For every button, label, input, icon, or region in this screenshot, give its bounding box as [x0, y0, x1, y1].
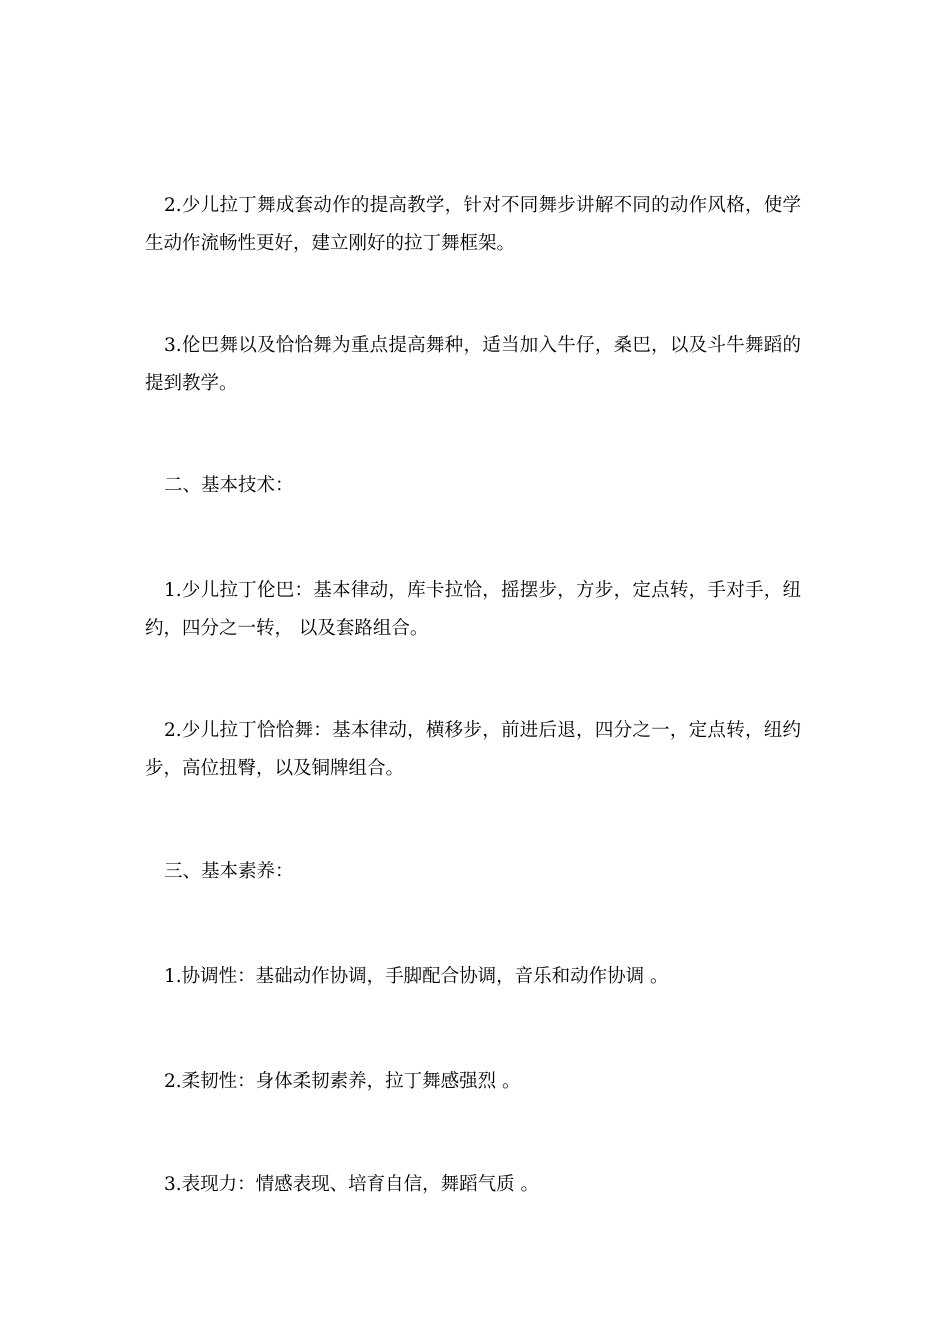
technique-item-rumba: 1.少儿拉丁伦巴：基本律动，库卡拉恰，摇摆步，方步，定点转，手对手，纽约，四分之一转， 以及套路组合。 — [145, 580, 801, 639]
quality-item-flexibility: 2.柔韧性：身体柔韧素养，拉丁舞感强烈 。 — [164, 1071, 521, 1092]
section-heading-basic-technique: 二、基本技术： — [164, 475, 294, 496]
quality-item-coordination: 1.协调性：基础动作协调，手脚配合协调，音乐和动作协调 。 — [164, 966, 669, 987]
section-heading-basic-quality: 三、基本素养： — [164, 861, 294, 882]
paragraph-item-3: 3.伦巴舞以及恰恰舞为重点提高舞种，适当加入牛仔，桑巴，以及斗牛舞蹈的提到教学。 — [145, 335, 801, 394]
paragraph-item-2: 2.少儿拉丁舞成套动作的提高教学，针对不同舞步讲解不同的动作风格，使学生动作流畅性更好，建立刚好的拉丁舞框架。 — [145, 195, 801, 254]
technique-item-chacha: 2.少儿拉丁恰恰舞：基本律动，横移步，前进后退，四分之一，定点转，纽约步，高位扭臀，以及铜牌组合。 — [145, 720, 801, 779]
quality-item-expression: 3.表现力：情感表现、培育自信，舞蹈气质 。 — [164, 1174, 540, 1195]
